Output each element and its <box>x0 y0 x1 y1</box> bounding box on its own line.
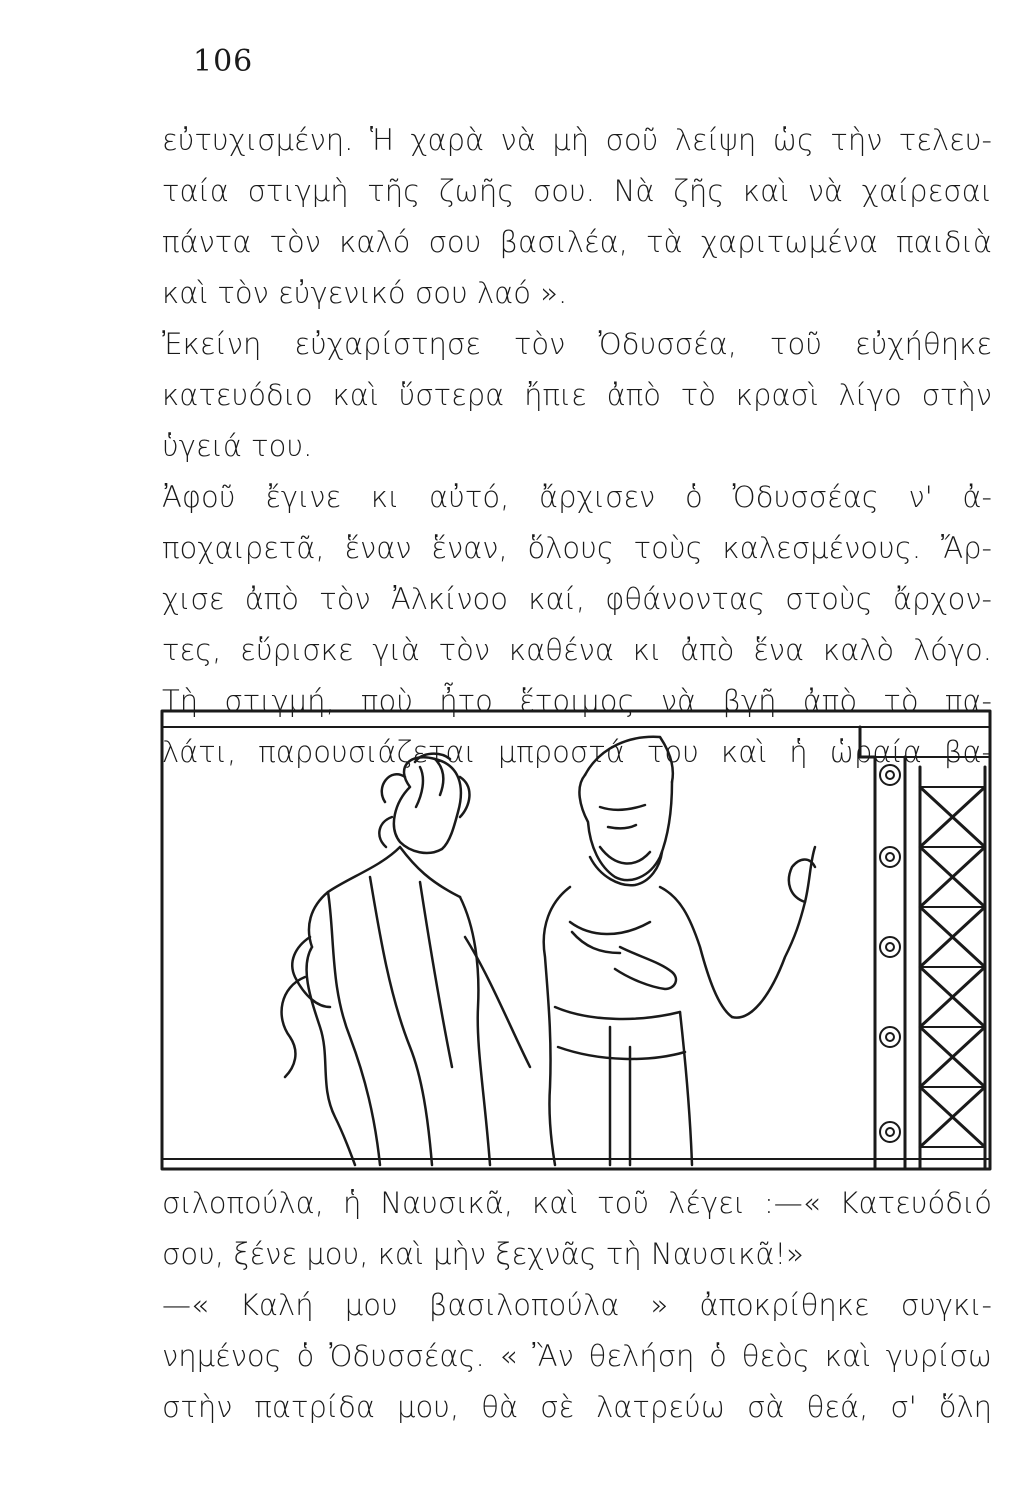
text-line: σιλοπούλα, ἡ Ναυσικᾶ, καὶ τοῦ λέγει :—« Κατευόδιό <box>162 1186 992 1220</box>
rosettes <box>880 765 900 1142</box>
text-line: ποχαιρετᾶ, ἕναν ἕναν, ὅλους τοὺς καλεσμένους. Ἄρ- <box>162 531 992 565</box>
figure-odysseus <box>544 737 815 1165</box>
text-line: ὑγειά του. <box>162 429 313 463</box>
text-line: —« Καλή μου βασιλοπούλα » ἀποκρίθηκε συγκι- <box>162 1288 992 1322</box>
illustration-odysseus-nausicaa <box>160 707 992 1173</box>
illustration-frame <box>162 711 990 1169</box>
text-line: στὴν πατρίδα μου, θὰ σὲ λατρεύω σὰ θεά, σ' ὅλη <box>162 1390 992 1424</box>
text-line: Ἀφοῦ ἔγινε κι αὐτό, ἄρχισεν ὁ Ὀδυσσέας ν' ἀ- <box>162 480 992 514</box>
text-line: σου, ξένε μου, καὶ μὴν ξεχνᾶς τὴ Ναυσικᾶ!» <box>162 1237 804 1271</box>
text-line: καὶ τὸν εὐγενικό σου λαό ». <box>162 276 568 310</box>
page-number: 106 <box>193 44 254 79</box>
text-line: νημένος ὁ Ὀδυσσέας. « Ἂν θελήση ὁ θεὸς καὶ γυρίσω <box>162 1339 992 1373</box>
figure-nausicaa <box>282 754 530 1165</box>
text-line: Ἐκείνη εὐχαρίστησε τὸν Ὀδυσσέα, τοῦ εὐχήθηκε <box>162 327 992 361</box>
text-line: πάντα τὸν καλό σου βασιλέα, τὰ χαριτωμένα παιδιὰ <box>162 225 992 259</box>
text-line: κατευόδιο καὶ ὕστερα ἤπιε ἀπὸ τὸ κρασὶ λίγο στὴν <box>162 378 992 412</box>
text-line: λάτι, παρουσιάζεται μπροστά του καὶ ἡ ὡραία βα- <box>162 735 992 769</box>
illustration-drawing <box>160 707 992 1173</box>
text-line: Τὴ στιγμή, ποὺ ἦτο ἕτοιμος νὰ βγῆ ἀπὸ τὸ πα- <box>162 684 992 718</box>
text-line: ταία στιγμὴ τῆς ζωῆς σου. Νὰ ζῆς καὶ νὰ χαίρεσαι <box>162 174 992 208</box>
text-line: τες, εὕρισκε γιὰ τὸν καθένα κι ἀπὸ ἕνα καλὸ λόγο. <box>162 633 992 667</box>
text-line: χισε ἀπὸ τὸν Ἀλκίνοο καί, φθάνοντας στοὺς ἄρχον- <box>162 582 992 616</box>
text-line: εὐτυχισμένη. Ἡ χαρὰ νὰ μὴ σοῦ λείψη ὡς τὴν τελευ- <box>162 123 992 157</box>
body-text-top <box>162 115 992 778</box>
body-text-bottom <box>162 1178 992 1433</box>
decorated-column <box>860 727 990 1169</box>
